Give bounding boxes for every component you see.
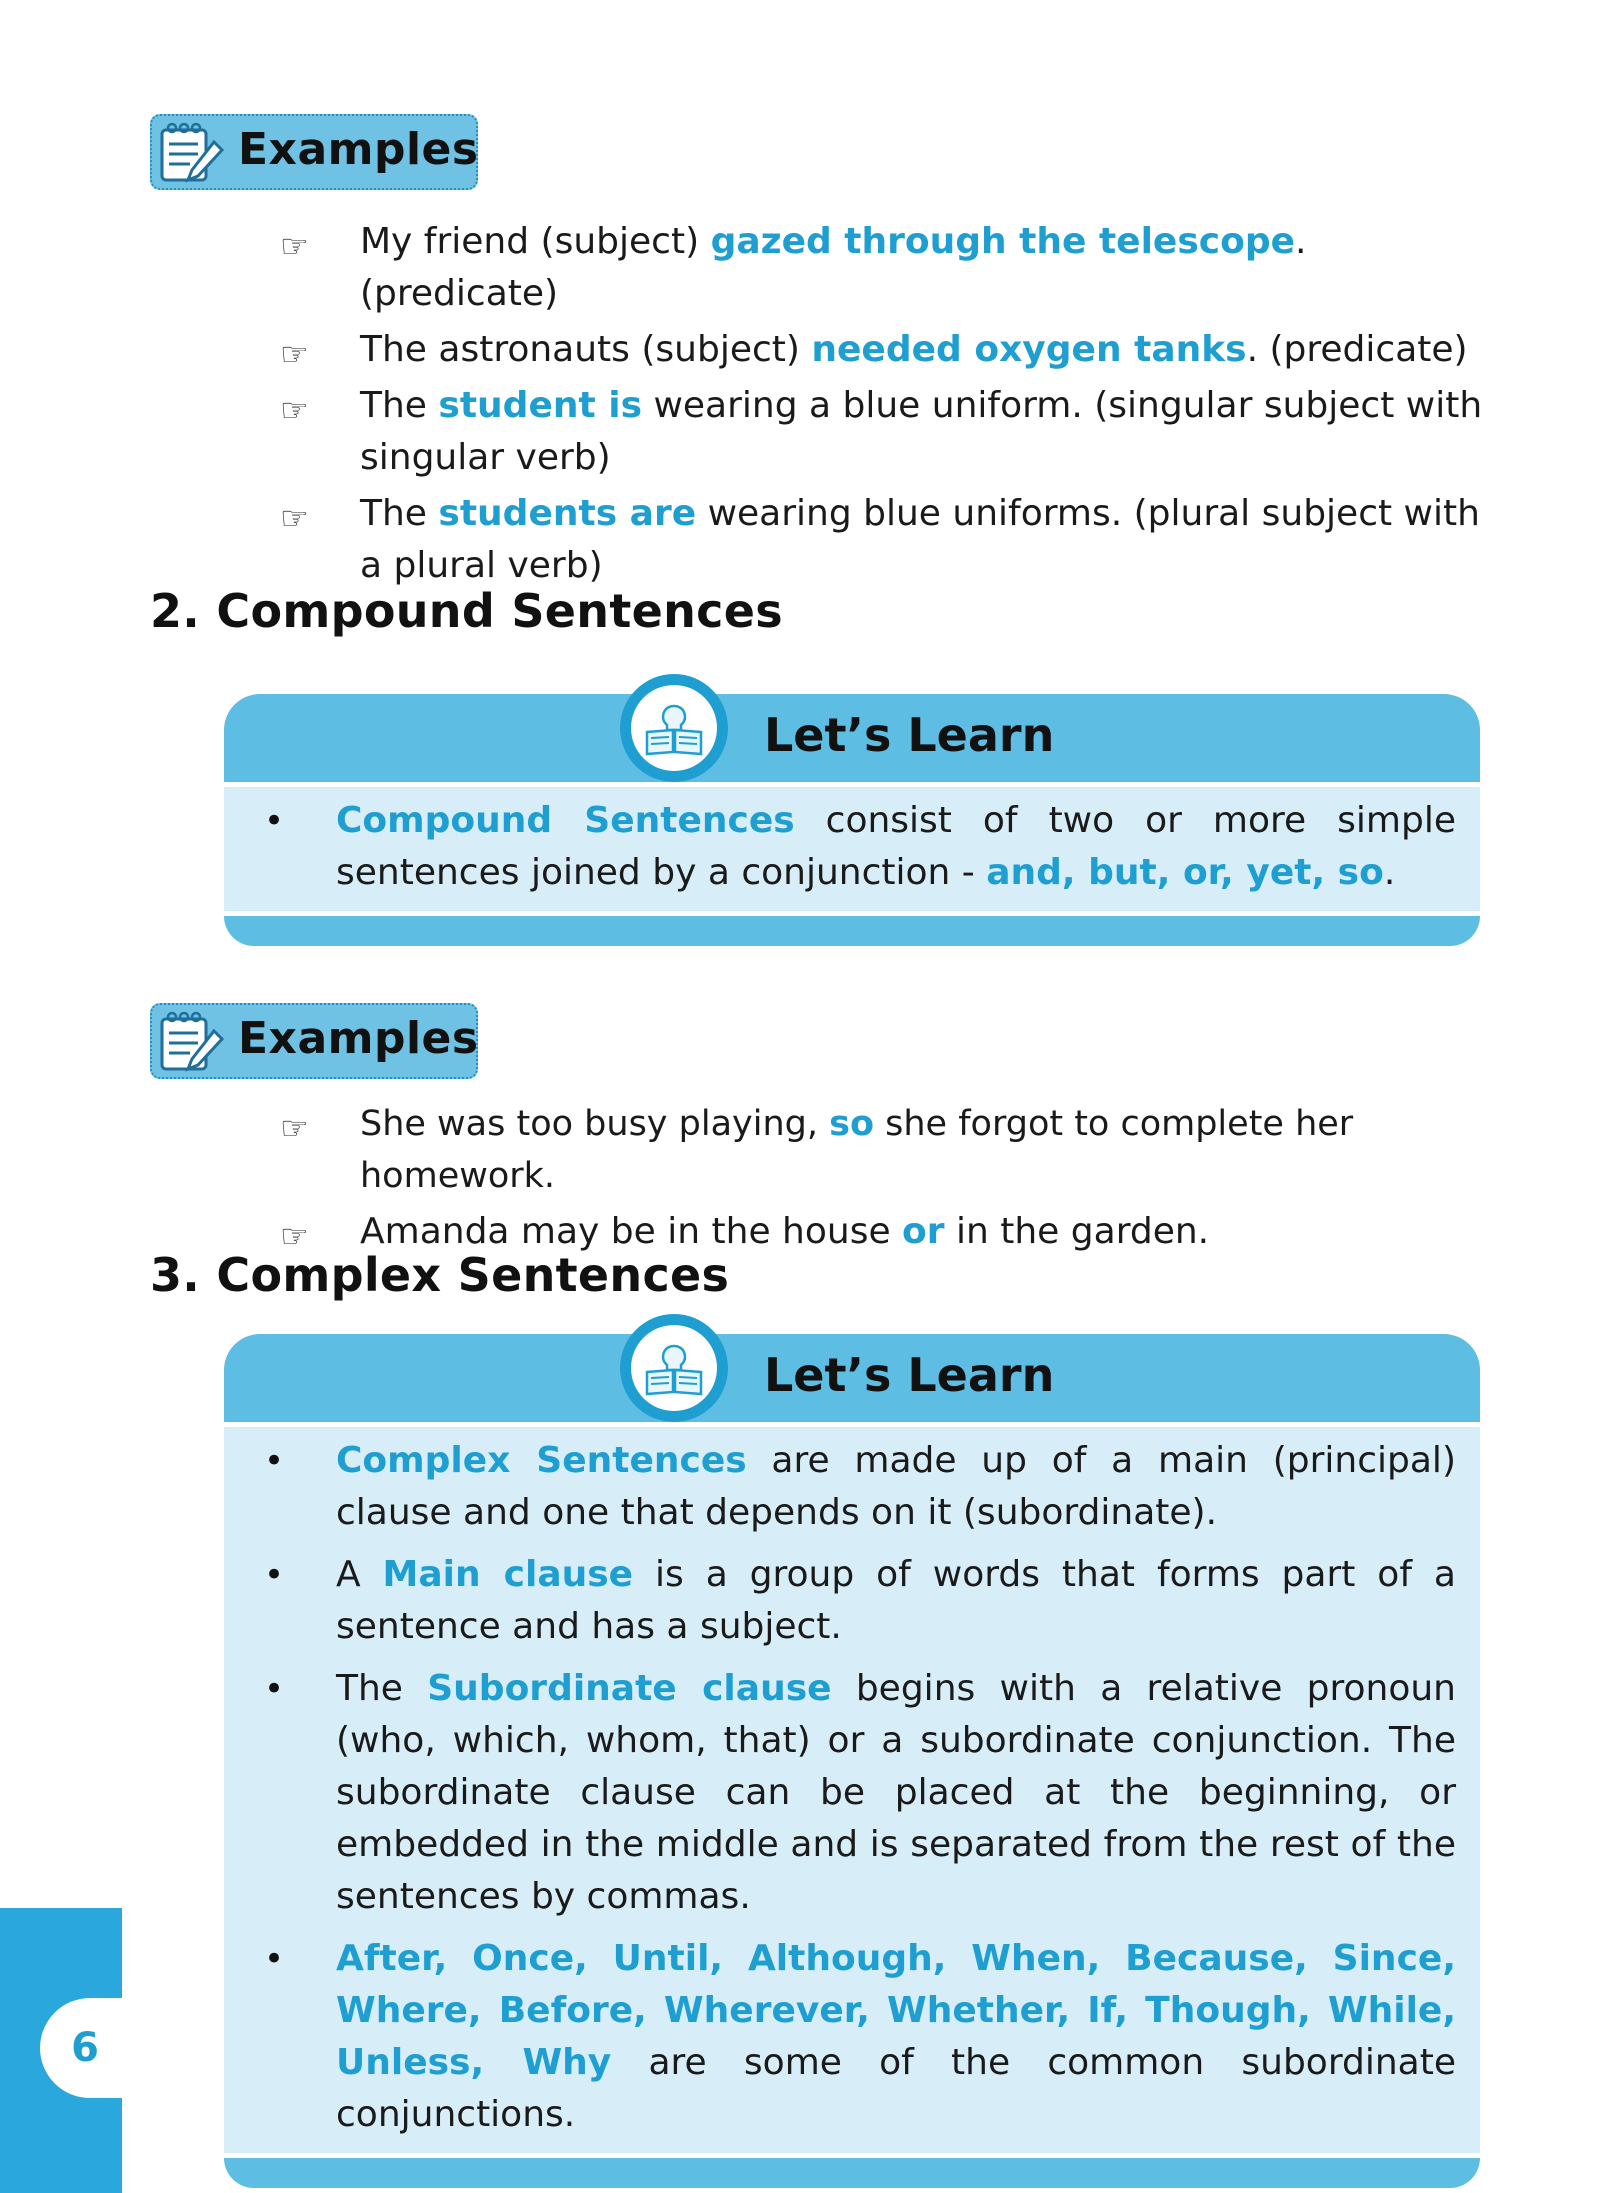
list-item: ☞ My friend (subject) gazed through the telescope. (predicate) [280,221,1307,314]
list-item: • Compound Sentences consist of two or more simple sentences joined by a conjunction - and, but, or, yet, so. [336,795,1456,899]
lets-learn-badge [620,674,728,782]
examples-tag [150,1003,478,1079]
lets-learn-header [224,694,1480,782]
lets-learn-header [224,1334,1480,1422]
lets-learn-title: Let’s Learn [764,708,1055,762]
pointing-hand-icon: ☞ [280,499,309,537]
list-item: ☞ The astronauts (subject) needed oxygen tanks. (predicate) [280,324,1500,376]
lets-learn-body [224,1422,1480,2158]
notepad-pencil-icon [156,120,226,186]
pointing-hand-icon: ☞ [280,1109,309,1147]
notepad-pencil-icon [156,1009,226,1075]
list-item: • A Main clause is a group of words that forms part of a sentence and has a subject. [336,1549,1456,1653]
list-item: • After, Once, Until, Although, When, Because, Since, Where, Before, Wherever, Whether, If, Though, While, Unless, Why are some of the common subordinate conjunctions. [336,1933,1456,2141]
pointing-hand-icon: ☞ [280,391,309,429]
list-item: ☞ Amanda may be in the house or in the garden. [280,1206,1520,1258]
examples-list [280,1098,1520,1262]
examples-list [280,216,1500,596]
lets-learn-footer [224,2158,1480,2188]
lets-learn-box [224,1334,1480,2188]
lets-learn-title: Let’s Learn [764,1348,1055,1402]
pointing-hand-icon: ☞ [280,335,309,373]
lets-learn-body [224,782,1480,916]
list-item: ☞ The student is wearing a blue uniform. (singular subject with singular verb) [280,385,1483,478]
examples-tag [150,114,478,190]
section-title-complex: 3. Complex Sentences [150,1248,730,1302]
lets-learn-footer [224,916,1480,946]
examples-label: Examples [238,1013,479,1064]
list-item: • Complex Sentences are made up of a main (principal) clause and one that depends on it (subordinate). [336,1435,1456,1539]
pointing-hand-icon: ☞ [280,1217,309,1255]
section-title-compound: 2. Compound Sentences [150,584,783,638]
list-item: ☞ The students are wearing blue uniforms. (plural subject with a plural verb) [280,493,1480,586]
book-bulb-icon [643,1340,705,1396]
book-bulb-icon [643,700,705,756]
lets-learn-box [224,694,1480,946]
page-number: 6 [40,1998,130,2098]
list-item: ☞ She was too busy playing, so she forgot to complete her homework. [280,1104,1354,1196]
examples-label: Examples [238,124,479,175]
lets-learn-badge [620,1314,728,1422]
pointing-hand-icon: ☞ [280,227,309,265]
list-item: • The Subordinate clause begins with a relative pronoun (who, which, whom, that) or a subordinate conjunction. The subordinate clause can be placed at the beginning, or embedded in the middle and is separated from the rest of the sentences by commas. [336,1663,1456,1923]
